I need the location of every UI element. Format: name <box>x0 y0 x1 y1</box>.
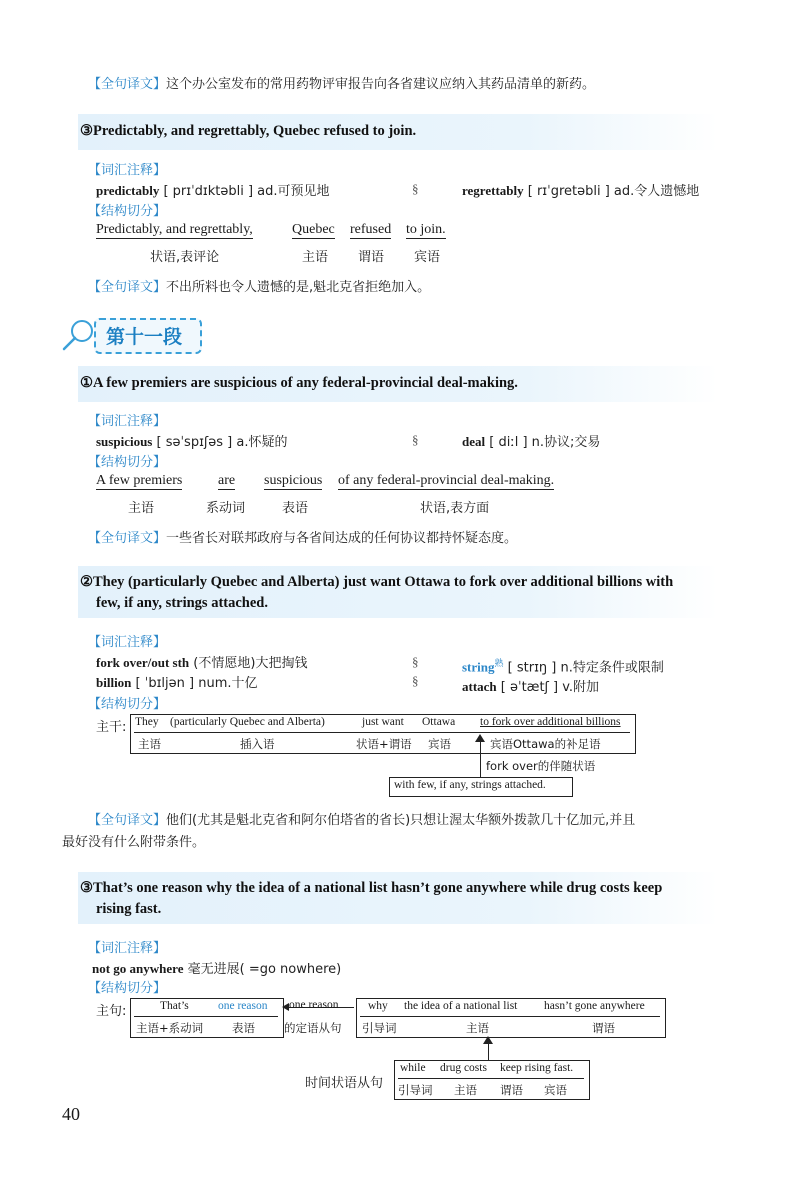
vocab-tag: 【词汇注释】 <box>88 635 167 650</box>
vocab-separator: § <box>412 673 419 688</box>
structure-tag: 【结构切分】 <box>88 204 167 219</box>
section-title: 第十一段 <box>106 326 183 348</box>
struct-label: 状语,表评论 <box>150 250 220 265</box>
vocab-deal: deal [ diːl ] n.协议;交易 <box>462 434 601 450</box>
page-number: 40 <box>62 1104 80 1124</box>
time-label: 谓语 <box>500 1083 523 1097</box>
main-underline <box>134 1016 278 1017</box>
trunk-part: Ottawa <box>422 716 456 728</box>
struct-part: of any federal-provincial deal-making. <box>338 473 555 488</box>
struct-label: 宾语 <box>414 250 441 265</box>
trunk-label: 宾语 <box>428 737 451 751</box>
rel-part: the idea of a national list <box>404 1000 518 1012</box>
trunk-underline <box>134 732 630 733</box>
struct-label: 谓语 <box>358 250 385 265</box>
vocab-separator: § <box>412 432 419 447</box>
trunk-part: just want <box>362 716 404 728</box>
time-clause-label: 时间状语从句 <box>305 1076 384 1091</box>
struct-part: to join. <box>406 222 446 237</box>
sentence-premiers: ①A few premiers are suspicious of any federal-provincial deal-making. <box>80 375 518 391</box>
struct-part: A few premiers <box>96 473 183 488</box>
struct-part: Predictably, and regrettably, <box>96 222 253 237</box>
struct-label: 状语,表方面 <box>420 501 490 516</box>
time-label: 宾语 <box>544 1083 567 1097</box>
vocab-suspicious: suspicious [ səˈspɪʃəs ] a.怀疑的 <box>96 434 288 450</box>
arrow-line <box>488 1044 489 1060</box>
trunk-part: They <box>135 716 159 728</box>
vocab-attach: attach [ əˈtætʃ ] v.附加 <box>462 679 600 695</box>
sentence-they-l2: few, if any, strings attached. <box>96 595 268 611</box>
sentence-they-l1: ②They (particularly Quebec and Alberta) just want Ottawa to fork over additional billions with <box>80 574 674 590</box>
structure-tag: 【结构切分】 <box>88 455 167 470</box>
arrow-line <box>480 742 481 780</box>
vocab-tag: 【词汇注释】 <box>88 163 167 178</box>
struct-part: suspicious <box>264 473 323 488</box>
structure-tag: 【结构切分】 <box>88 981 167 996</box>
struct-part: refused <box>350 222 392 237</box>
struct-label: 系动词 <box>206 501 246 516</box>
rel-part: why <box>368 1000 388 1012</box>
vocab-string: string$^熟$ [ strɪŋ ] n.特定条件或限制 <box>462 658 664 676</box>
main-label: 主语+系动词 <box>136 1021 204 1035</box>
fork-over-note: fork over的伴随状语 <box>486 759 596 773</box>
struct-part: are <box>218 473 236 488</box>
structure-tag: 【结构切分】 <box>88 697 167 712</box>
arrow-up-icon <box>483 1036 493 1044</box>
main-part: one reason <box>218 1000 268 1012</box>
time-label: 主语 <box>454 1083 477 1097</box>
rel-label: 主语 <box>466 1021 489 1035</box>
vocab-regrettably: regrettably [ rɪˈgretəbli ] ad.令人遗憾地 <box>462 183 700 199</box>
sentence-reason-l1: ③That’s one reason why the idea of a national list hasn’t gone anywhere while drug costs keep <box>80 880 663 896</box>
rel-part: hasn’t gone anywhere <box>544 1000 645 1012</box>
struct-part: Quebec <box>292 222 335 237</box>
time-part: drug costs <box>440 1062 487 1074</box>
translation-predictably: 【全句译文】不出所料也令人遗憾的是,魁北克省拒绝加入。 <box>88 280 431 295</box>
translation-text: 这个办公室发布的常用药物评审报告向各省建议应纳入其药品清单的新药。 <box>166 77 596 92</box>
vocab-predictably: predictably [ prɪˈdɪktəbli ] ad.可预见地 <box>96 183 330 199</box>
time-label: 引导词 <box>398 1083 433 1097</box>
main-trunk-label: 主干: <box>96 720 127 735</box>
rel-label: 引导词 <box>362 1021 397 1035</box>
vocab-tag: 【词汇注释】 <box>88 941 167 956</box>
rel-underline <box>360 1016 660 1017</box>
top-translation <box>88 73 595 93</box>
main-clause-label: 主句: <box>96 1004 127 1019</box>
struct-label: 主语 <box>128 501 155 516</box>
vocab-billion: billion [ ˈbɪljən ] num.十亿 <box>96 675 258 691</box>
sentence-predictably: ③Predictably, and regrettably, Quebec refused to join. <box>80 123 417 139</box>
vocab-separator: § <box>412 654 419 669</box>
rel-head: one reason <box>289 999 339 1011</box>
trunk-label: 主语 <box>138 737 161 751</box>
vocab-not-go-anywhere: not go anywhere 毫无进展( =go nowhere) <box>92 961 342 977</box>
arrow-up-icon <box>475 734 485 742</box>
time-part: while <box>400 1062 426 1074</box>
time-part: keep rising fast. <box>500 1062 574 1074</box>
trunk-label: 状语+谓语 <box>356 737 412 751</box>
rel-label: 的定语从句 <box>284 1021 342 1035</box>
struct-label: 表语 <box>282 501 309 516</box>
familiar-mark: 熟 <box>494 658 504 668</box>
trunk-label: 插入语 <box>240 737 275 751</box>
trunk-label: 宾语Ottawa的补足语 <box>490 737 601 751</box>
sentence-reason-l2: rising fast. <box>96 901 162 917</box>
translation-premiers: 【全句译文】一些省长对联邦政府与各省间达成的任何协议都持怀疑态度。 <box>88 531 518 546</box>
rel-label: 谓语 <box>592 1021 615 1035</box>
vocab-separator: § <box>412 181 419 196</box>
struct-label: 主语 <box>302 250 329 265</box>
vocab-fork-over: fork over/out sth (不情愿地)大把掏钱 <box>96 655 308 671</box>
main-part: That’s <box>160 1000 189 1012</box>
vocab-tag: 【词汇注释】 <box>88 414 167 429</box>
trunk-part: (particularly Quebec and Alberta) <box>170 716 325 728</box>
time-underline <box>398 1078 584 1079</box>
main-label: 表语 <box>232 1021 255 1035</box>
translation-they: 【全句译文】他们(尤其是魁北克省和阿尔伯塔省的省长)只想让渥太华额外拨款几十亿加元,并且 <box>88 813 636 828</box>
full-translation-tag: 【全句译文】 <box>88 77 167 92</box>
trunk-part: to fork over additional billions <box>480 716 621 728</box>
attached-text: with few, if any, strings attached. <box>394 779 546 791</box>
translation-they-l2: 最好没有什么附带条件。 <box>62 835 206 850</box>
